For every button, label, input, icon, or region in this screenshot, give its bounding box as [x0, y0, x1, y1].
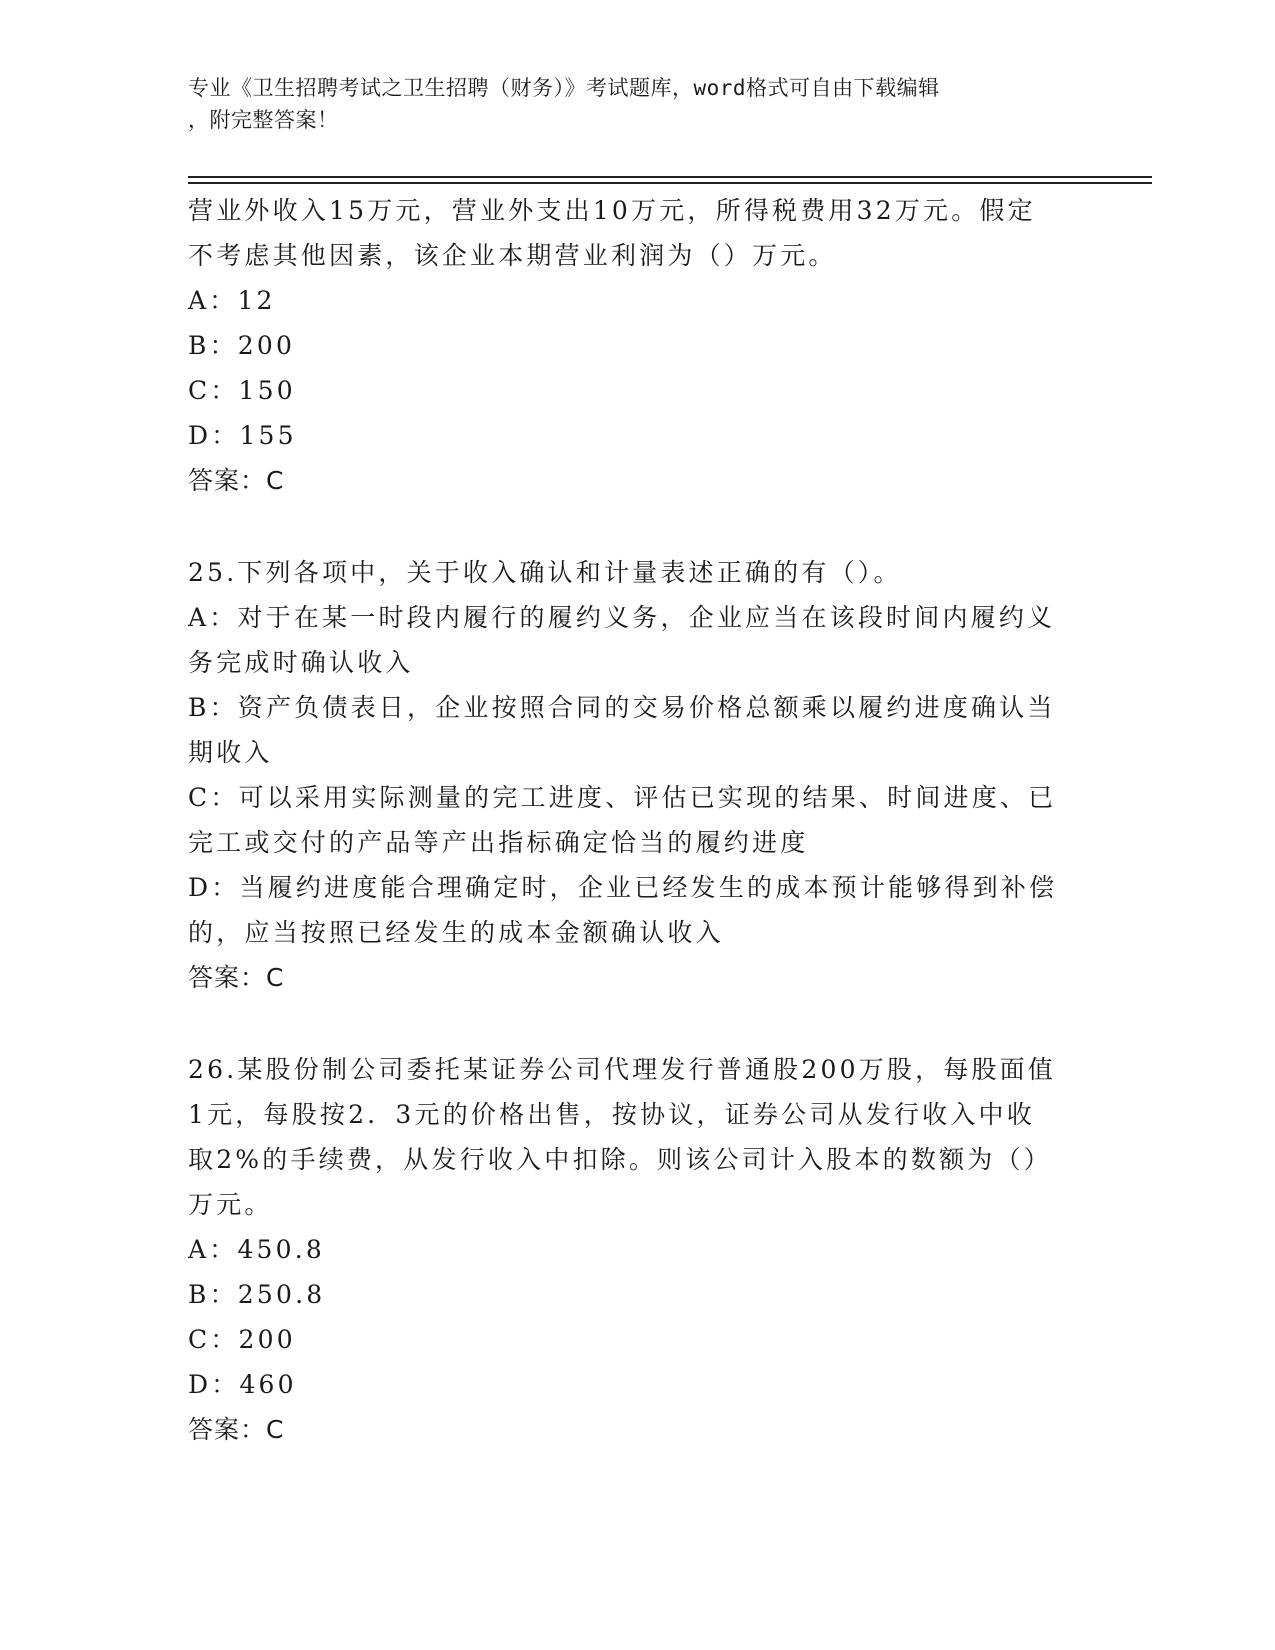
answer-line: 答案：C: [188, 963, 285, 992]
option-c-continued: 完工或交付的产品等产出指标确定恰当的履约进度: [188, 828, 809, 857]
header-line-1: 专业《卫生招聘考试之卫生招聘（财务）》考试题库，word格式可自由下载编辑: [188, 76, 940, 100]
answer-line: 答案：C: [188, 1415, 285, 1444]
question-stem-line: 26.某股份制公司委托某证券公司代理发行普通股200万股，每股面值: [188, 1055, 1057, 1084]
header-rule-bottom: [188, 182, 1152, 184]
question-24: [188, 188, 1088, 503]
question-25: [188, 550, 1088, 1000]
option-d: D：155: [188, 421, 297, 450]
question-stem-line: 营业外收入15万元，营业外支出10万元，所得税费用32万元。假定: [188, 196, 1036, 225]
document-body: [188, 188, 1088, 1452]
question-26: [188, 1047, 1088, 1452]
answer-line: 答案：C: [188, 466, 285, 495]
option-d: D：当履约进度能合理确定时，企业已经发生的成本预计能够得到补偿: [188, 873, 1058, 902]
option-a-continued: 务完成时确认收入: [188, 648, 414, 677]
option-d: D：460: [188, 1370, 297, 1399]
header-rule-top: [188, 176, 1152, 178]
question-stem: 25.下列各项中，关于收入确认和计量表述正确的有（）。: [188, 558, 902, 587]
option-c: C：200: [188, 1325, 296, 1354]
option-a: A：450.8: [188, 1235, 326, 1264]
question-stem-line: 不考虑其他因素，该企业本期营业利润为（）万元。: [188, 241, 837, 270]
header-line-2: ，附完整答案！: [188, 108, 339, 132]
option-c: C：可以采用实际测量的完工进度、评估已实现的结果、时间进度、已: [188, 783, 1057, 812]
option-b-continued: 期收入: [188, 738, 273, 767]
document-header: [188, 72, 1068, 136]
option-a: A：对于在某一时段内履行的履约义务，企业应当在该段时间内履约义: [188, 603, 1056, 632]
question-stem-line: 取2%的手续费，从发行收入中扣除。则该公司计入股本的数额为（）: [188, 1145, 1052, 1174]
question-stem-line: 1元，每股按2．3元的价格出售，按协议，证券公司从发行收入中收: [188, 1100, 1035, 1129]
option-c: C：150: [188, 376, 296, 405]
option-b: B：250.8: [188, 1280, 326, 1309]
option-d-continued: 的，应当按照已经发生的成本金额确认收入: [188, 918, 724, 947]
option-b: B：200: [188, 331, 296, 360]
question-stem-line: 万元。: [188, 1190, 273, 1219]
option-a: A：12: [188, 286, 276, 315]
option-b: B：资产负债表日，企业按照合同的交易价格总额乘以履约进度确认当: [188, 693, 1056, 722]
